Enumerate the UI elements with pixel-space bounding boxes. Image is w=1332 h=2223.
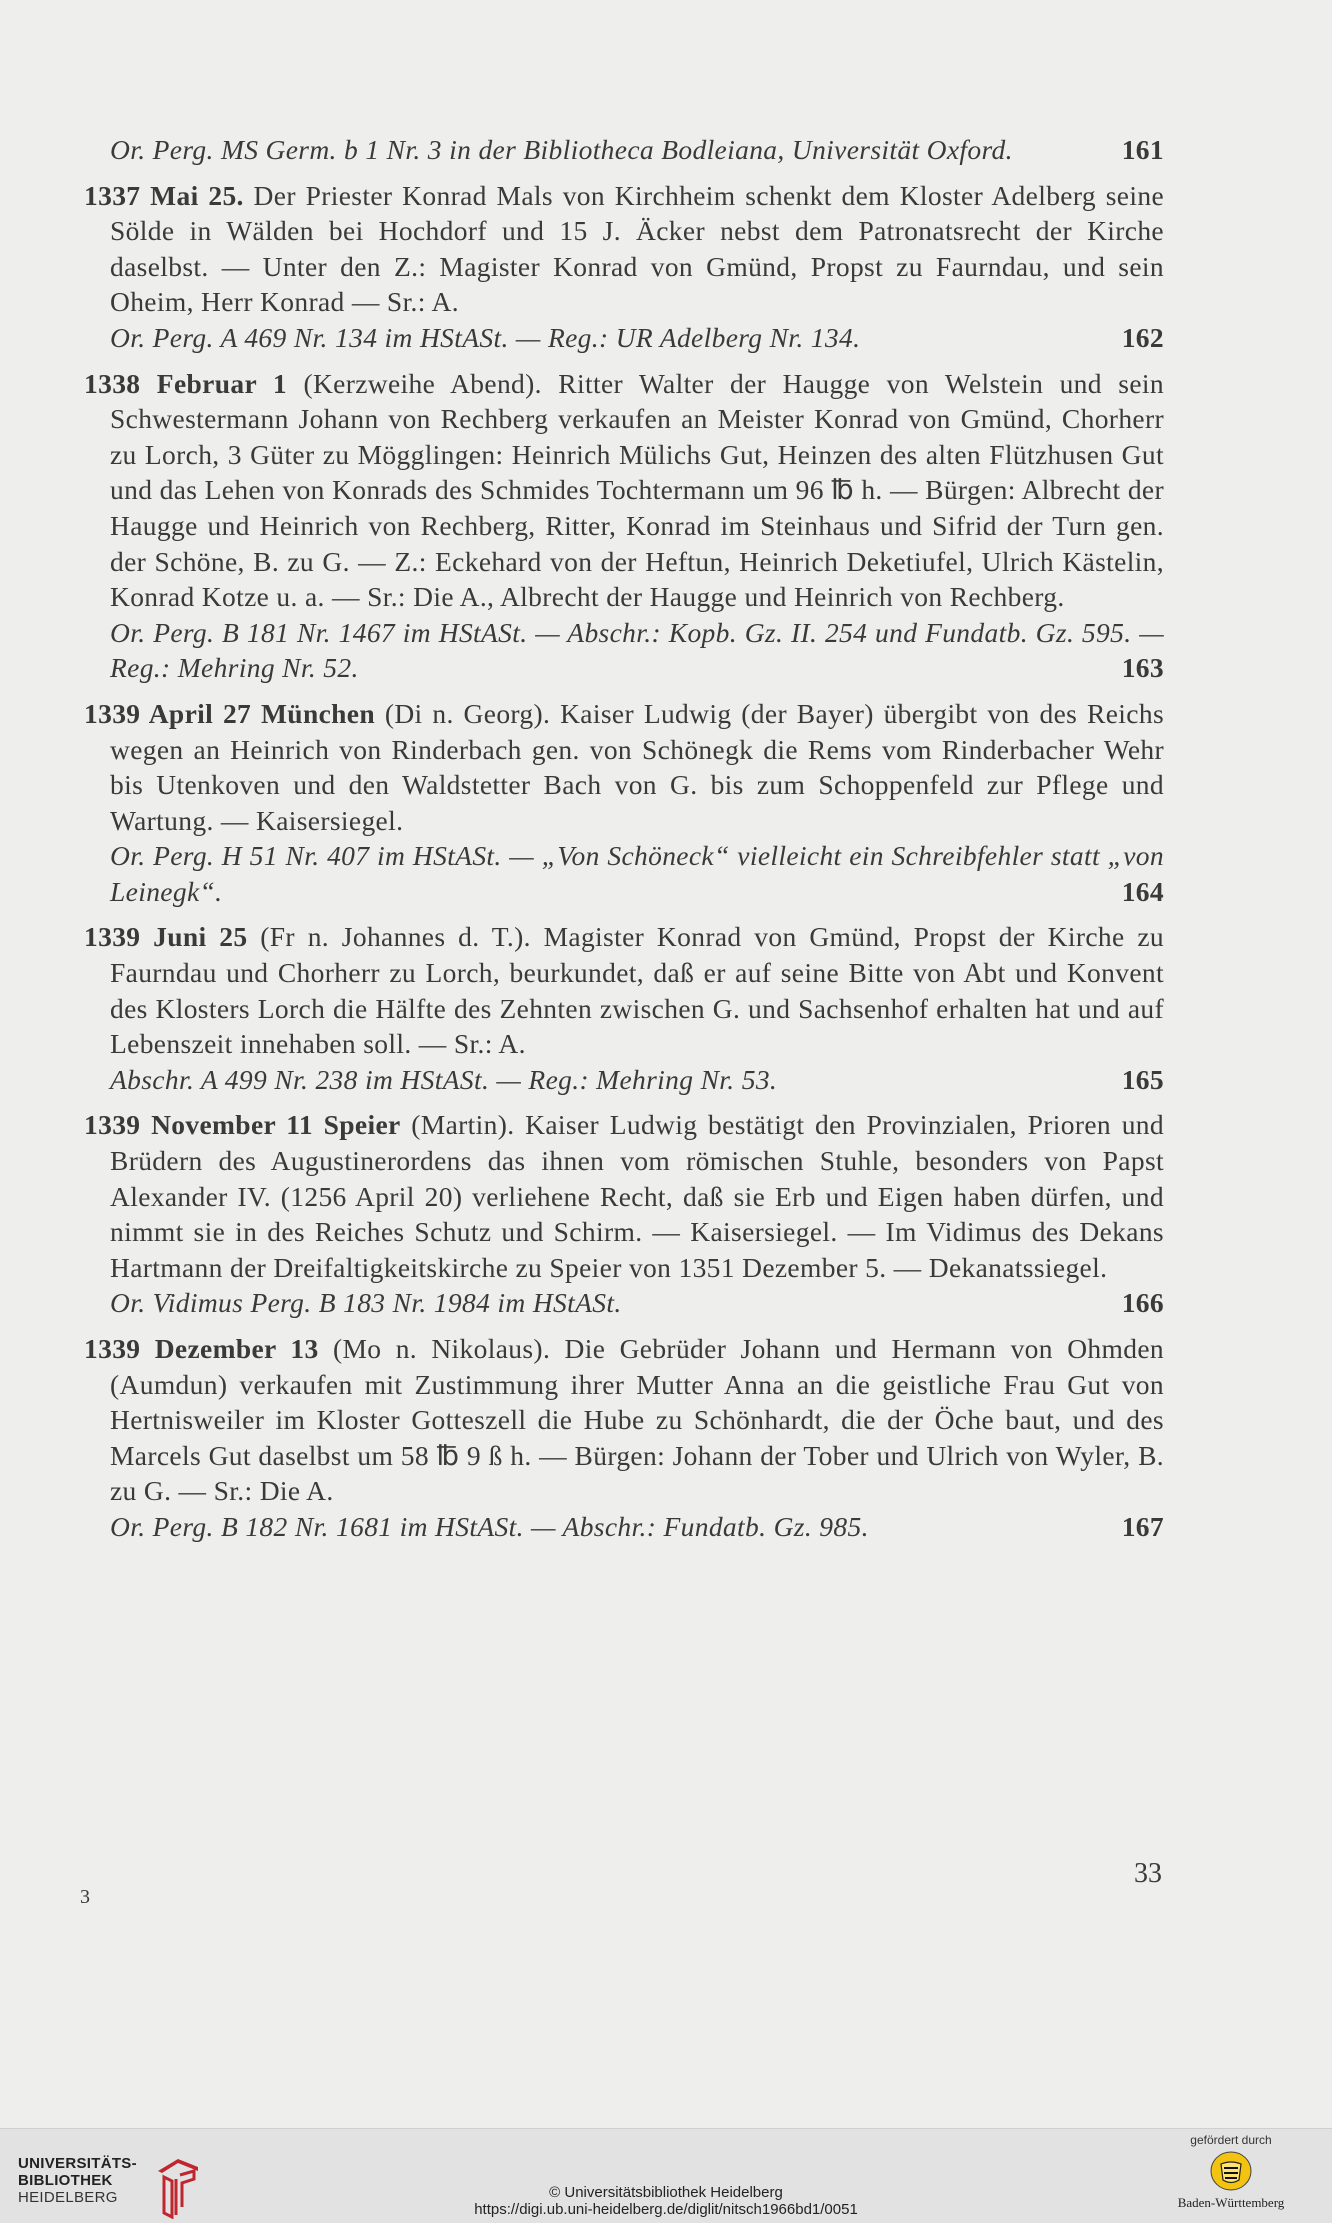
logo-line-3: HEIDELBERG: [18, 2189, 118, 2206]
entry-number: 164: [1121, 875, 1164, 907]
entry-date: 1339 Juni 25: [84, 921, 248, 953]
entry-167: [84, 1331, 1164, 1545]
entry-164: [84, 696, 1164, 910]
entry-number: 167: [1121, 1510, 1164, 1542]
copyright-text: © Universitätsbibliothek Heidelberg: [549, 2184, 783, 2201]
entry-text: 1339 Dezember 13 (Mo n. Nikolaus). Die Gebrüder Johann und Hermann von Ohmden (Aumdun) verkaufen mit Zustimmung ihrer Mutter Anna an die geistliche Frau Gut von Hertnisweiler im Kloster Gotteszell die Hube zu Schönhardt, die der Öche baut, und des Marcels Gut daselbst um 58 ℔ 9 ß h. — Bürgen: Johann der Tober und Ulrich von Wyler, B. zu G. — Sr.: Die A.: [84, 1333, 1164, 1507]
entry-text: 1338 Februar 1 (Kerzweihe Abend). Ritter Walter der Haugge von Welstein und sein Schwestermann Johann von Rechberg verkaufen an Meister Konrad von Gmünd, Chorherr zu Lorch, 3 Güter zu Mögglingen: Heinrich Mülichs Gut, Heinzen des alten Flützhusen Gut und das Lehen von Konrads des Schmides Tochtermann um 96 ℔ h. — Bürgen: Albrecht der Haugge und Heinrich von Rechberg, Ritter, Konrad im Steinhaus und Sifrid der Turn gen. der Schöne, B. zu G. — Z.: Eckehard von der Heftun, Heinrich Deketiufel, Ulrich Kästelin, Konrad Kotze u. a. — Sr.: Die A., Albrecht der Haugge und Heinrich von Rechberg.: [84, 367, 1164, 613]
funded-by-label: gefördert durch: [1190, 2133, 1272, 2147]
logo-line-1: UNIVERSITÄTS-: [18, 2155, 137, 2172]
entry-number: 163: [1121, 652, 1164, 684]
document-body: [84, 132, 1164, 1555]
funding-note: [1156, 2133, 1306, 2211]
entry-date: 1339 April 27 München: [84, 697, 375, 729]
entry-number: 161: [1121, 134, 1164, 165]
entry-165: [84, 919, 1164, 1097]
entry-text: 1339 Juni 25 (Fr n. Johannes d. T.). Magister Konrad von Gmünd, Propst der Kirche zu Faurndau und Chorherr zu Lorch, beurkundet, daß er auf seine Bitte von Abt und Konvent des Klosters Lorch die Hälfte des Zehnten zwischen G. und Sachsenhof erhalten hat und auf Lebenszeit innehaben soll. — Sr.: A.: [84, 921, 1164, 1060]
entry-date: 1339 November 11 Speier: [84, 1109, 401, 1141]
entry-number: 166: [1121, 1287, 1164, 1319]
entry-number: 162: [1121, 321, 1164, 353]
entry-163: [84, 366, 1164, 686]
copyright-notice: [0, 2184, 1332, 2218]
entry-date: 1337 Mai 25.: [84, 179, 244, 211]
entry-date: 1339 Dezember 13: [84, 1333, 319, 1364]
permalink-url[interactable]: https://digi.ub.uni-heidelberg.de/diglit/nitsch1966bd1/0051: [474, 2201, 858, 2218]
entry-162: [84, 178, 1164, 356]
state-coat-of-arms-icon: [1156, 2149, 1306, 2193]
page-number: 33: [1134, 1858, 1162, 1889]
logo-line-2: BIBLIOTHEK: [18, 2172, 113, 2189]
viewer-footer: [0, 2128, 1332, 2223]
entry-161: [84, 132, 1164, 168]
entry-text: 1339 April 27 München (Di n. Georg). Kaiser Ludwig (der Bayer) übergibt von des Reichs wegen an Heinrich von Rinderbach gen. von Schönegk die Rems vom Rinderbacher Wehr bis Utenkoven und den Waldstetter Bach von G. bis zum Schoppenfeld zur Pflege und Wartung. — Kaisersiegel.: [84, 697, 1164, 836]
funder-name: Baden-Württemberg: [1177, 2195, 1285, 2210]
entry-source: Or. Perg. A 469 Nr. 134 im HStASt. — Reg.: UR Adelberg Nr. 134. 162: [84, 320, 1164, 356]
entry-source: Or. Vidimus Perg. B 183 Nr. 1984 im HStASt. 166: [84, 1285, 1164, 1321]
entry-source: Or. Perg. MS Germ. b 1 Nr. 3 in der Bibliotheca Bodleiana, Universität Oxford. 161: [84, 132, 1164, 168]
signature-mark: 3: [80, 1886, 90, 1908]
entry-source: Abschr. A 499 Nr. 238 im HStASt. — Reg.: Mehring Nr. 53. 165: [84, 1062, 1164, 1098]
entry-date: 1338 Februar 1: [84, 367, 288, 399]
entry-source: Or. Perg. H 51 Nr. 407 im HStASt. — „Von Schöneck“ vielleicht ein Schreibfehler statt „von Leinegk“. 164: [84, 838, 1164, 909]
entry-text: 1339 November 11 Speier (Martin). Kaiser Ludwig bestätigt den Provinzialen, Prioren und Brüdern des Augustinerordens das ihnen vom römischen Stuhle, besonders von Papst Alexander IV. (1256 April 20) verliehene Recht, daß sie Erb und Eigen haben dürfen, und nimmt sie in des Reiches Schutz und Schirm. — Kaisersiegel. — Im Vidimus des Dekans Hartmann der Dreifaltigkeitskirche zu Speier von 1351 Dezember 5. — Dekanatssiegel.: [84, 1109, 1164, 1283]
entry-source: Or. Perg. B 182 Nr. 1681 im HStASt. — Abschr.: Fundatb. Gz. 985. 167: [84, 1509, 1164, 1545]
entry-166: [84, 1107, 1164, 1321]
entry-number: 165: [1121, 1063, 1164, 1095]
entry-text: 1337 Mai 25. Der Priester Konrad Mals von Kirchheim schenkt dem Kloster Adelberg seine Sölde in Wälden bei Hochdorf und 15 J. Äcker nebst dem Patronatsrecht der Kirche daselbst. — Unter den Z.: Magister Konrad von Gmünd, Propst zu Faurndau, und sein Oheim, Herr Konrad — Sr.: A.: [84, 179, 1164, 318]
entry-source: Or. Perg. B 181 Nr. 1467 im HStASt. — Abschr.: Kopb. Gz. II. 254 und Fundatb. Gz. 595. — Reg.: Mehring Nr. 52. 163: [84, 615, 1164, 686]
